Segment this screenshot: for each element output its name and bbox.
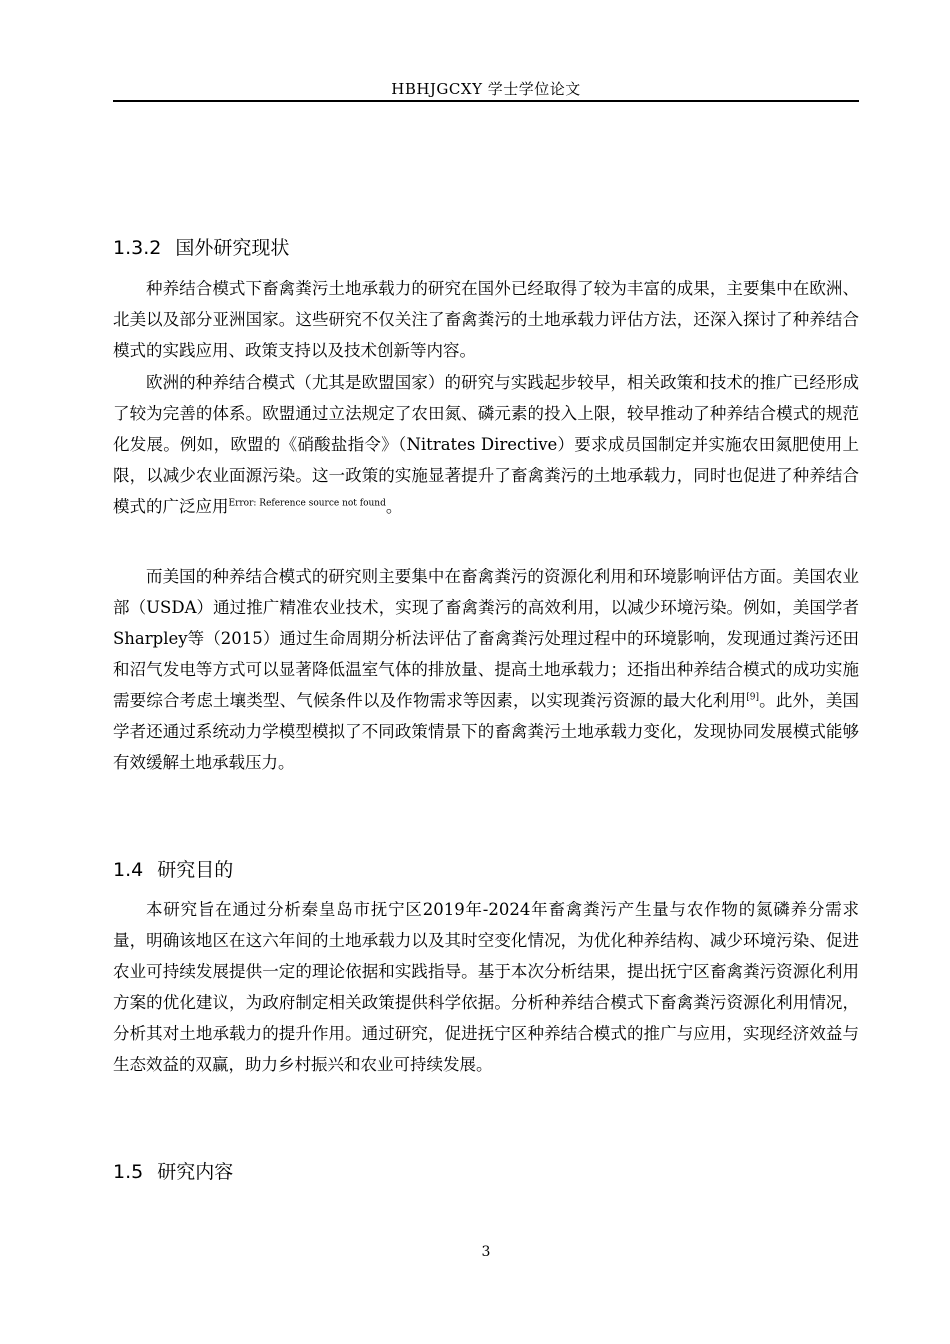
running-header: HBHJGCXY 学士学位论文 xyxy=(391,80,581,98)
paragraph-2-end: 。 xyxy=(385,497,403,516)
paragraph-4: 本研究旨在通过分析秦皇岛市抚宁区2019年-2024年畜禽粪污产生量与农作物的氮磷养分需求量，明确该地区在这六年间的土地承载力以及其时空变化情况，为优化种养结构、减少环境污染、促进农业可持续发展提供一定的理论依据和实践指导。基于本次分析结果，提出抚宁区畜禽粪污资源化利用方案的优化建议，为政府制定相关政策提供科学依据。分析种养结合模式下畜禽粪污资源化利用情况，分析其对土地承载力的提升作用。通过研究，促进抚宁区种养结合模式的推广与应用，实现经济效益与生态效益的双赢，助力乡村振兴和农业可持续发展。 xyxy=(113,900,859,1074)
page-number: 3 xyxy=(481,1244,491,1260)
citation: [9] xyxy=(746,692,760,703)
header-rule xyxy=(113,100,859,102)
section-number: 1.4 xyxy=(113,859,144,881)
section-title: 研究内容 xyxy=(157,1161,234,1183)
paragraph-3-tail: 。此外，美国学者还通过系统动力学模型模拟了不同政策情景下的畜禽粪污土地承载力变化，发现协同发展模式能够有效缓解土地承载压力。 xyxy=(113,691,860,772)
paragraph-3-text: 而美国的种养结合模式的研究则主要集中在畜禽粪污的资源化利用和环境影响评估方面。美国农业部（USDA）通过推广精准农业技术，实现了畜禽粪污的高效利用，以减少环境污染。例如，美国学者Sharpley等（2015）通过生命周期分析法评估了畜禽粪污处理过程中的环境影响，发现通过粪污还田和沼气发电等方式可以显著降低温室气体的排放量、提高土地承载力；还指出种养结合模式的成功实施需要综合考虑土壤类型、气候条件以及作物需求等因素，以实现粪污资源的最大化利用 xyxy=(113,567,859,710)
section-heading-1-5 xyxy=(113,1157,233,1184)
section-title: 国外研究现状 xyxy=(175,237,290,259)
section-title: 研究目的 xyxy=(157,859,234,881)
reference-error: Error: Reference source not found xyxy=(228,498,386,509)
paragraph-2-text: 欧洲的种养结合模式（尤其是欧盟国家）的研究与实践起步较早，相关政策和技术的推广已经形成了较为完善的体系。欧盟通过立法规定了农田氮、磷元素的投入上限，较早推动了种养结合模式的规范化发展。例如，欧盟的《硝酸盐指令》（Nitrates Directive）要求成员国制定并实施农田氮肥使用上限，以减少农业面源污染。这一政策的实施显著提升了畜禽粪污的土地承载力，同时也促进了种养结合模式的广泛应用 xyxy=(113,373,859,516)
section-heading-1-3-2 xyxy=(113,233,289,260)
section-heading-1-4 xyxy=(113,855,233,882)
section-number: 1.5 xyxy=(113,1161,144,1183)
paragraph-2 xyxy=(113,367,859,522)
paragraph-3 xyxy=(113,561,859,778)
section-number: 1.3.2 xyxy=(113,237,162,259)
paragraph-1: 种养结合模式下畜禽粪污土地承载力的研究在国外已经取得了较为丰富的成果，主要集中在欧洲、北美以及部分亚洲国家。这些研究不仅关注了畜禽粪污的土地承载力评估方法，还深入探讨了种养结合模式的实践应用、政策支持以及技术创新等内容。 xyxy=(113,279,859,360)
